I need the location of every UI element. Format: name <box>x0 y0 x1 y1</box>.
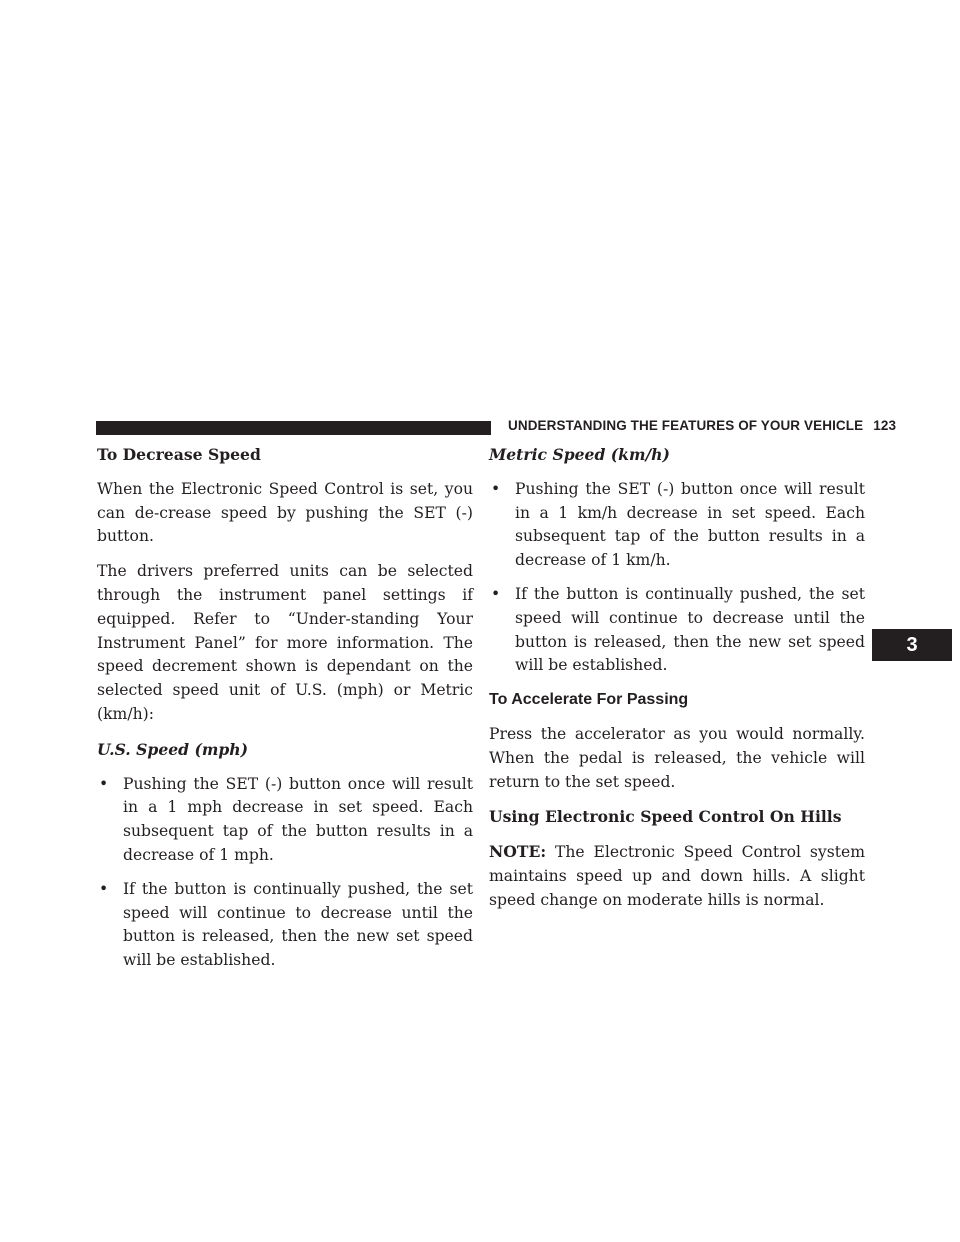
subheading-metric-speed: Metric Speed (km/h) <box>489 445 670 464</box>
list-item <box>97 773 473 868</box>
heading-decrease-speed: To Decrease Speed <box>97 445 261 464</box>
list-item-text: Pushing the SET (-) button once will result in a 1 km/h decrease in set speed. Each subsequent tap of the button results in a decrease of 1 km/h. <box>515 479 865 570</box>
bullet-icon: • <box>99 774 109 793</box>
bullet-icon: • <box>491 584 501 603</box>
note-paragraph <box>489 840 865 912</box>
bullet-icon: • <box>99 879 109 898</box>
bullet-list <box>489 478 865 678</box>
list-item-text: If the button is continually pushed, the set speed will continue to decrease until the button is released, then the new set speed will be established. <box>123 879 473 970</box>
bullet-list <box>97 773 473 973</box>
header-title: UNDERSTANDING THE FEATURES OF YOUR VEHICLE <box>508 418 864 433</box>
list-item <box>489 478 865 573</box>
paragraph: Press the accelerator as you would normally. When the pedal is released, the vehicle will return to the set speed. <box>489 724 865 791</box>
heading-accelerate-passing: To Accelerate For Passing <box>489 691 689 709</box>
right-column <box>489 443 865 924</box>
header-rule <box>96 421 491 435</box>
list-item <box>489 583 865 678</box>
page-number: 123 <box>873 418 897 433</box>
note-text: The Electronic Speed Control system maintains speed up and down hills. A slight speed change on moderate hills is normal. <box>489 843 865 909</box>
left-column <box>97 443 473 983</box>
list-item-text: Pushing the SET (-) button once will result in a 1 mph decrease in set speed. Each subsequent tap of the button results in a decrease of 1 mph. <box>123 774 473 864</box>
running-header <box>508 418 896 433</box>
heading-hills: Using Electronic Speed Control On Hills <box>489 807 842 827</box>
bullet-icon: • <box>491 479 501 498</box>
paragraph: When the Electronic Speed Control is set, you can de-crease speed by pushing the SET (-) button. <box>97 479 473 546</box>
note-label: NOTE: <box>489 842 547 862</box>
list-item <box>97 878 473 973</box>
subheading-us-speed: U.S. Speed (mph) <box>97 739 248 759</box>
paragraph: The drivers preferred units can be selected through the instrument panel settings if equipped. Refer to “Under-standing Your Instrument Panel” for more information. The speed decrement shown is dependant on the selected speed unit of U.S. (mph) or Metric (km/h): <box>97 562 473 723</box>
list-item-text: If the button is continually pushed, the set speed will continue to decrease until the button is released, then the new set speed will be established. <box>515 584 865 675</box>
chapter-tab: 3 <box>872 629 952 661</box>
